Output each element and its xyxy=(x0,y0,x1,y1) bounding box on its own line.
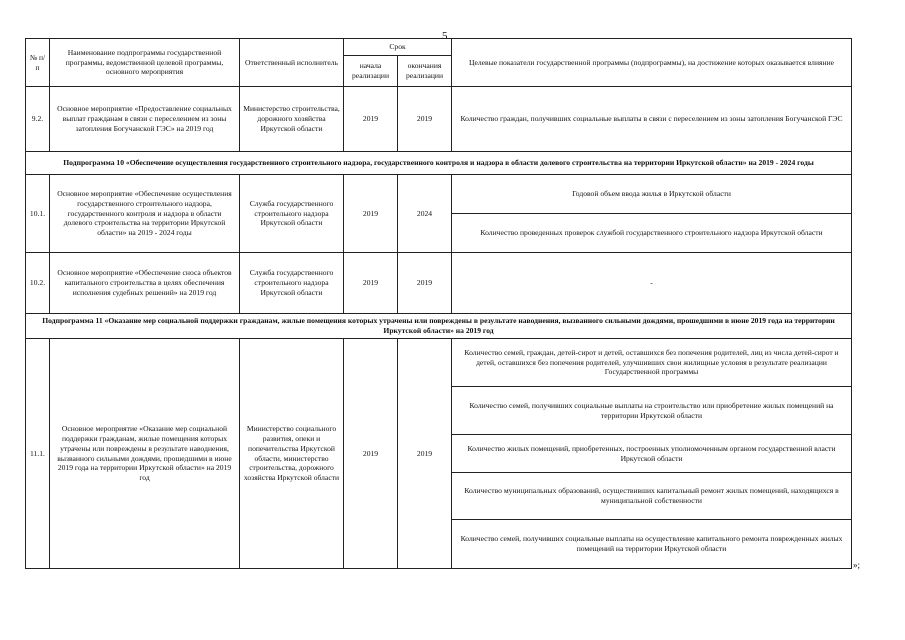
row-start: 2019 xyxy=(344,175,398,253)
row-end: 2019 xyxy=(398,339,452,569)
subprogram-row xyxy=(26,314,852,339)
row-num: 10.1. xyxy=(26,175,50,253)
row-indicator: Количество граждан, получивших социальные выплаты в связи с переселением из зоны затопления Богучанской ГЭС xyxy=(452,87,852,152)
row-name: Основное мероприятие «Обеспечение осуществления государственного строительного надзора, государственного контроля и надзора в области долевого строительства на территории Иркутской области» на 2019 - 2024 годы xyxy=(50,175,240,253)
row-end: 2019 xyxy=(398,253,452,314)
row-indicator: - xyxy=(452,253,852,314)
header-name: Наименование подпрограммы государственной программы, ведомственной целевой программы, основного мероприятия xyxy=(50,39,240,87)
header-row-1 xyxy=(26,39,852,56)
table-row xyxy=(26,339,852,387)
header-end: окончания реализации xyxy=(398,56,452,87)
row-num: 9.2. xyxy=(26,87,50,152)
row-indicator: Количество жилых помещений, приобретенных, построенных уполномоченным органом государственной власти Иркутской области xyxy=(452,435,852,473)
row-indicator: Количество муниципальных образований, осуществивших капитальный ремонт жилых помещений, находящихся в муниципальной собственности xyxy=(452,473,852,520)
header-indicators: Целевые показатели государственной программы (подпрограммы), на достижение которых оказывается влияние xyxy=(452,39,852,87)
row-executor: Служба государственного строительного надзора Иркутской области xyxy=(240,253,344,314)
program-table xyxy=(25,38,852,569)
header-num: № п/п xyxy=(26,39,50,87)
row-start: 2019 xyxy=(344,87,398,152)
row-executor: Служба государственного строительного надзора Иркутской области xyxy=(240,175,344,253)
subprogram-title: Подпрограмма 11 «Оказание мер социальной поддержки гражданам, жилые помещения которых утрачены или повреждены в результате наводнения, вызванного сильными дождями, прошедшими в июне 2019 года на территории Иркутской области» на 2019 год xyxy=(26,314,852,339)
row-indicator: Годовой объем ввода жилья в Иркутской области xyxy=(452,175,852,214)
header-start: начала реализации xyxy=(344,56,398,87)
row-indicator: Количество семей, получивших социальные выплаты на строительство или приобретение жилых помещений на территории Иркутской области xyxy=(452,387,852,435)
row-executor: Министерство социального развития, опеки и попечительства Иркутской области, министерство строительства, дорожного хозяйства Иркутской области xyxy=(240,339,344,569)
row-indicator: Количество семей, получивших социальные выплаты на осуществление капитального ремонта поврежденных жилых помещений на территории Иркутской области xyxy=(452,520,852,569)
row-start: 2019 xyxy=(344,339,398,569)
row-start: 2019 xyxy=(344,253,398,314)
row-indicator: Количество проведенных проверок службой государственного строительного надзора Иркутской области xyxy=(452,214,852,253)
table-row xyxy=(26,175,852,214)
row-end: 2019 xyxy=(398,87,452,152)
row-indicator: Количество семей, граждан, детей-сирот и детей, оставшихся без попечения родителей, лиц из числа детей-сирот и детей, оставшихся без попечения родителей, улучшивших свои жилищные условия в результате реализации Государственной программы xyxy=(452,339,852,387)
header-executor: Ответственный исполнитель xyxy=(240,39,344,87)
subprogram-row xyxy=(26,152,852,175)
row-name: Основное мероприятие «Обеспечение сноса объектов капитального строительства в целях обеспечения исполнения судебных решений» на 2019 год xyxy=(50,253,240,314)
subprogram-title: Подпрограмма 10 «Обеспечение осуществления государственного строительного надзора, государственного контроля и надзора в области долевого строительства на территории Иркутской области» на 2019 - 2024 годы xyxy=(26,152,852,175)
row-name: Основное мероприятие «Предоставление социальных выплат гражданам в связи с переселением из зоны затопления Богучанской ГЭС» на 2019 год xyxy=(50,87,240,152)
row-end: 2024 xyxy=(398,175,452,253)
row-name: Основное мероприятие «Оказание мер социальной поддержки гражданам, жилые помещения которых утрачены или повреждены в результате наводнения, вызванного сильными дождями, прошедшими в июне 2019 года на территории Иркутской области» на 2019 год xyxy=(50,339,240,569)
header-term: Срок xyxy=(344,39,452,56)
table-row xyxy=(26,253,852,314)
page-number: 5 xyxy=(442,30,448,42)
closing-quote-mark: »; xyxy=(853,560,861,570)
row-executor: Министерство строительства, дорожного хозяйства Иркутской области xyxy=(240,87,344,152)
table-row xyxy=(26,87,852,152)
row-num: 11.1. xyxy=(26,339,50,569)
row-num: 10.2. xyxy=(26,253,50,314)
